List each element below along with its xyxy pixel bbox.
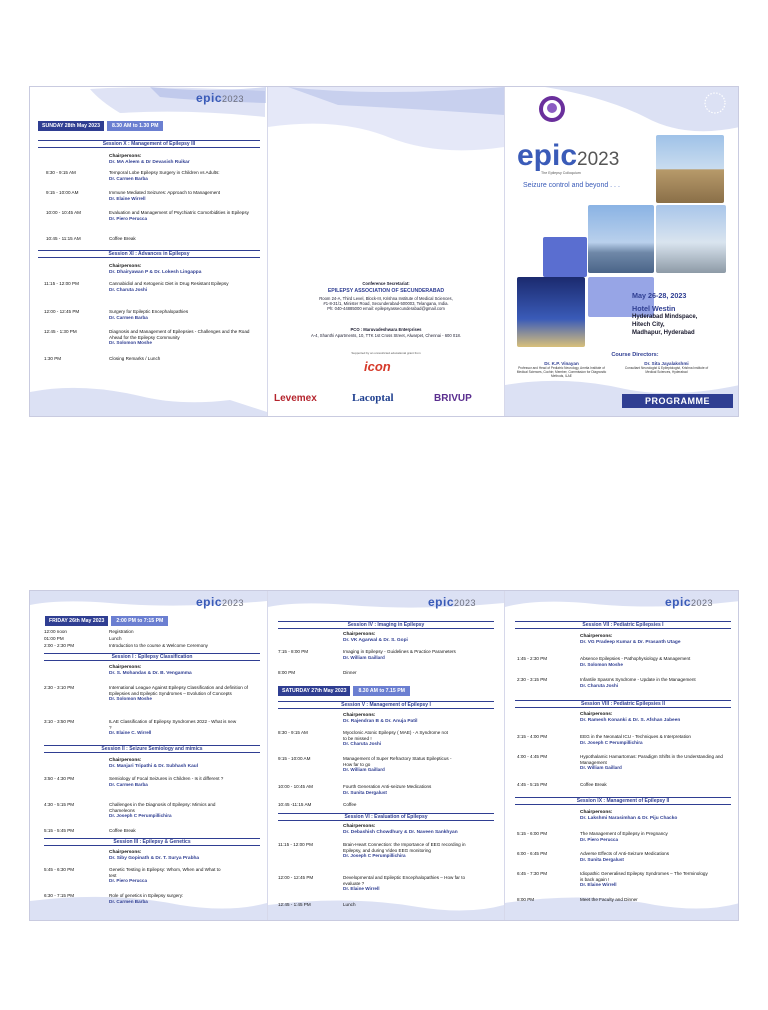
pco-address: A-4, Shanthi Apartments, 10, TTK 1st Cross Street, Alwarpet, Chennai - 600 018. bbox=[310, 333, 462, 338]
schedule-row: 10:00 - 10:45 AM Evaluation and Management of Psychiatric Comorbidities in Epilepsy Dr. Piero Perucca bbox=[46, 210, 249, 221]
schedule-row: 8:00 PM Meet the Faculty and Dinner bbox=[517, 897, 638, 902]
schedule-row: 10:45 -11:15 AM Coffee bbox=[278, 802, 357, 807]
schedule-row: 7:15 - 8:00 PM Imaging in Epilepsy - Guidelines & Practice Parameters Dr. William Gaillard bbox=[278, 649, 456, 660]
panel-saturday-afternoon bbox=[505, 591, 739, 920]
panel-saturday-morning bbox=[268, 591, 504, 920]
schedule-row: 5:15 - 5:45 PM Coffee Break bbox=[44, 828, 136, 833]
schedule-row: 12:45 - 1:30 PM Diagnosis and Management of Epilepsies - Challenges and the Road Ahead for the Epilepsy Community Dr. Solomon Moshe bbox=[44, 329, 250, 346]
chairpersons-label: Chairpersons: bbox=[109, 665, 142, 670]
venue: Hotel Westin Hyderabad Mindspace, Hitech City, Madhapur, Hyderabad bbox=[632, 304, 698, 336]
schedule-row: 12:00 noon Registration bbox=[44, 629, 134, 634]
schedule-row: 6:00 - 6:45 PM Adverse Effects of Anti-Seizure Medications Dr. Sunita Dergalust bbox=[517, 851, 670, 862]
session-title: Session VIII : Pediatric Epilepsies II bbox=[515, 700, 731, 708]
chairpersons-names: Dr. Dhairyawan P & Dr. Lokesh Lingappa bbox=[109, 270, 202, 275]
programme-label: PROGRAMME bbox=[622, 394, 733, 408]
epic-main-logo: epic2023 bbox=[517, 139, 620, 172]
course-directors-title: Course Directors: bbox=[611, 352, 659, 358]
sponsor-lacoptal-logo: Lacoptal bbox=[352, 392, 394, 404]
buddha-statue-photo bbox=[656, 205, 726, 273]
day-header: SUNDAY 28th May 2023 8.30 AM to 1.30 PM bbox=[38, 121, 163, 131]
chairpersons-names: Dr. Manjari Tripathi & Dr. Subhash Kaul bbox=[109, 764, 199, 769]
schedule-row: 6:30 - 7:15 PM Role of genetics in Epilepsy surgery: Dr. Carmen Barba bbox=[44, 893, 184, 904]
session-title: Session III : Epilepsy & Genetics bbox=[44, 838, 260, 846]
secretariat-org: EPILEPSY ASSOCIATION OF SECUNDERABAD bbox=[327, 288, 445, 294]
schedule-row: 4:45 - 5:15 PM Coffee Break bbox=[517, 782, 607, 787]
schedule-row: 5:45 - 6:30 PM Genetic Testing in Epilepsy: Whom, When and What to test Dr. Piero Perucca bbox=[44, 867, 221, 884]
chairpersons-names: Dr. VK Agarwal & Dr. S. Gopi bbox=[343, 638, 408, 643]
schedule-row: 12:45 - 1:45 PM Lunch bbox=[278, 902, 356, 907]
schedule-row: 9:15 - 10:00 AM Immune Mediated Seizures: Approach to Management Dr. Elaine Wirrell bbox=[46, 190, 221, 201]
schedule-row: 11:15 - 12:00 PM Brain-Heart Connection: the Importance of EEG recording in Epilepsy, and during Video EEG monitoring Dr. Joseph C Perumpillichira bbox=[278, 842, 466, 859]
chairpersons-label: Chairpersons: bbox=[580, 634, 613, 639]
schedule-row: 2:00 - 2:30 PM Introduction to the course & Welcome Ceremony bbox=[44, 643, 208, 648]
society-emblem-icon bbox=[538, 95, 566, 123]
schedule-row: 2:30 - 3:15 PM Infantile Spasms Syndrome - Update in the Management Dr. Charuta Joshi bbox=[517, 677, 696, 688]
brush-decoration bbox=[30, 372, 267, 416]
chairpersons-label: Chairpersons: bbox=[109, 758, 142, 763]
panel-sunday bbox=[30, 87, 267, 416]
brochure-outside-sheet bbox=[29, 86, 739, 417]
event-dates: May 26-28, 2023 bbox=[632, 291, 687, 300]
chairpersons-label: Chairpersons: bbox=[343, 632, 376, 637]
chairpersons-names: Dr. Debashish Chowdhury & Dr. Naveen Sankhyan bbox=[343, 830, 458, 835]
schedule-row: 1:45 - 2:30 PM Absence Epilepsies - Pathophysiology & Management Dr. Solomon Moshe bbox=[517, 656, 691, 667]
director: Dr. Sita Jayalakshmi Consultant Neurologist & Epileptologist, Krishna Institute of Medical Sciences, Hyderabad bbox=[624, 361, 709, 374]
schedule-row: 8:30 - 9:15 AM Temporal Lobe Epilepsy Surgery in Children vs Adults: Dr. Carmen Barba bbox=[46, 170, 220, 181]
chairpersons-names: Dr. VG Pradeep Kumar & Dr. Prasanth Utage bbox=[580, 640, 681, 645]
schedule-row: 4:30 - 5:15 PM Challenges in the Diagnosis of Epilepsy: Mimics and Chameleons Dr. Joseph C Perumpillichira bbox=[44, 802, 216, 819]
schedule-row: 6:45 - 7:30 PM Idiopathic Generalised Epilepsy Syndromes – The Terminology is back again ! Dr. Elaine Wirrell bbox=[517, 871, 708, 888]
temple-photo bbox=[517, 277, 585, 347]
brush-decoration bbox=[268, 87, 504, 177]
schedule-row: 1:30 PM Closing Remarks / Lunch bbox=[44, 356, 161, 361]
chairpersons-label: Chairpersons: bbox=[343, 713, 376, 718]
chairpersons-names: Dr. Lakshmi Narasimhan & Dr. Piju Chacko bbox=[580, 816, 678, 821]
epic-logo: epic2023 bbox=[196, 595, 245, 609]
chairpersons-label: Chairpersons: bbox=[109, 154, 142, 159]
sponsor-brivup-logo: BRIVUP bbox=[434, 393, 472, 404]
session-title: Session IV : Imaging in Epilepsy bbox=[278, 621, 494, 629]
schedule-row: 2:30 - 3:10 PM International League Against Epilepsy Classification and definition of Epilepsies and Epileptic Syndromes – Evolution of Concepts Dr. Solomon Moshe bbox=[44, 685, 248, 702]
chairpersons-label: Chairpersons: bbox=[580, 712, 613, 717]
panel-friday bbox=[30, 591, 267, 920]
day-header: FRIDAY 26th May 2023 2:00 PM to 7:15 PM bbox=[45, 616, 168, 626]
chairpersons-names: Dr. S. Mohandas & Dr. B. Vengamma bbox=[109, 671, 192, 676]
schedule-row: 4:00 - 4:45 PM Hypothalamic Hamartomas: Paradigm Shifts in the Understanding and Management Dr. William Gaillard bbox=[517, 754, 723, 771]
session-title: Session V : Management of Epilepsy I bbox=[278, 701, 494, 709]
tile-decoration bbox=[543, 237, 587, 277]
grant-note: Supported by an unrestricted educational grant from bbox=[351, 351, 421, 355]
day-header: SATURDAY 27th May 2023 8.30 AM to 7.15 PM bbox=[278, 686, 410, 696]
schedule-row: 5:15 - 6:00 PM The Management of Epilepsy in Pregnancy Dr. Piero Perucca bbox=[517, 831, 668, 842]
chairpersons-names: Dr. Siby Gopinath & Dr. T. Surya Prabha bbox=[109, 856, 200, 861]
epic-logo: epic2023 bbox=[196, 91, 245, 105]
session-title: Session I : Epilepsy Classification bbox=[44, 653, 260, 661]
session-title: Session XI : Advances in Epilepsy bbox=[38, 250, 260, 258]
sponsor-icon-logo: icon bbox=[364, 359, 391, 374]
brush-decoration bbox=[505, 887, 739, 920]
session-title: Session X : Management of Epilepsy III bbox=[38, 140, 260, 148]
session-title: Session IX : Management of Epilepsy II bbox=[515, 797, 731, 805]
tagline: Seizure control and beyond . . . bbox=[523, 182, 620, 189]
schedule-row: 10:45 - 11:15 AM Coffee Break bbox=[46, 236, 136, 241]
chairpersons-names: Dr. MA Aleem & Dr Devasish Ruikar bbox=[109, 160, 190, 165]
schedule-row: 12:00 - 12:45 PM Surgery for Epileptic Encephalopathies Dr. Carmen Barba bbox=[44, 309, 189, 320]
hussain-sagar-photo bbox=[588, 205, 654, 273]
epic-subtitle: The Epilepsy Colloquium bbox=[541, 171, 581, 175]
schedule-row: 10:00 - 10:45 AM Fourth Generation Anti-seizure Medications Dr. Sunita Dergalust bbox=[278, 784, 432, 795]
schedule-row: 3:50 - 4:30 PM Semiology of Focal Seizures in Children - Is it different ? Dr. Carmen Barba bbox=[44, 776, 224, 787]
brochure-inside-sheet bbox=[29, 590, 739, 921]
chairpersons-label: Chairpersons: bbox=[109, 264, 142, 269]
charminar-photo bbox=[656, 135, 724, 203]
schedule-row: 3:10 - 3:50 PM ILAE Classification of Epilepsy Syndromes 2022 - What is new ? Dr. Elaine C. Wirrell bbox=[44, 719, 237, 736]
chairpersons-label: Chairpersons: bbox=[580, 810, 613, 815]
chairpersons-label: Chairpersons: bbox=[343, 824, 376, 829]
chairpersons-names: Dr. Rajendran B & Dr. Anuja Patil bbox=[343, 719, 418, 724]
schedule-row: 9:15 - 10:00 AM Management of Super Refractory Status Epilepticus - How far to go Dr. William Gaillard bbox=[278, 756, 452, 773]
schedule-row: 8:00 PM Dinner bbox=[278, 670, 357, 675]
epic-logo: epic2023 bbox=[665, 595, 714, 609]
sponsor-levemex-logo: Levemex bbox=[274, 393, 317, 404]
session-title: Session VI : Evaluation of Epilepsy bbox=[278, 813, 494, 821]
pco-title: PCO : Maruvadeshwara Enterprises bbox=[350, 327, 422, 332]
secretariat-title: Conference Secretariat: bbox=[362, 281, 410, 286]
secretariat-address: Room 24-A, Third Level, Block-III, Krishna Institute of Medical Sciences, #1-8-31/1, Minister Road, Secunderabad-500003, Telangana, India. Ph: 040-44885000 email: epilepsyassecunderabad@gmail.com bbox=[319, 296, 453, 311]
schedule-row: 01:00 PM Lunch bbox=[44, 636, 122, 641]
chairpersons-label: Chairpersons: bbox=[109, 850, 142, 855]
director: Dr. K.P. Vinayan Professor and Head of Pediatric Neurology, Amrita Institute of Medical Sciences, Cochin; Member, Commission for Diagnostic Methods, ILAE bbox=[516, 361, 607, 378]
epic-logo: epic2023 bbox=[428, 595, 477, 609]
session-title: Session VII : Pediatric Epilepsies I bbox=[515, 621, 731, 629]
panel-secretariat bbox=[268, 87, 504, 416]
schedule-row: 12:00 - 12:45 PM Developmental and Epileptic Encephalopathies – How far to evaluate ? Dr. Elaine Wirrell bbox=[278, 875, 466, 892]
schedule-row: 11:15 - 12:00 PM Cannabidiol and Ketogenic Diet in Drug Resistant Epilepsy Dr. Charuta Joshi bbox=[44, 281, 229, 292]
schedule-row: 8:30 - 9:15 AM Myoclonic Atonic Epilepsy ( MAE) - A Syndrome not to be missed ! Dr. Charuta Joshi bbox=[278, 730, 448, 747]
chairpersons-names: Dr. Ramesh Konanki & Dr. S. Afshan Jabeen bbox=[580, 718, 681, 723]
session-title: Session II : Seizure Semiology and mimics bbox=[44, 745, 260, 753]
schedule-row: 3:15 - 4:00 PM EEG in the Neonatal ICU - Techniques & Interpretation Dr. Joseph C Perumpillichira bbox=[517, 734, 691, 745]
